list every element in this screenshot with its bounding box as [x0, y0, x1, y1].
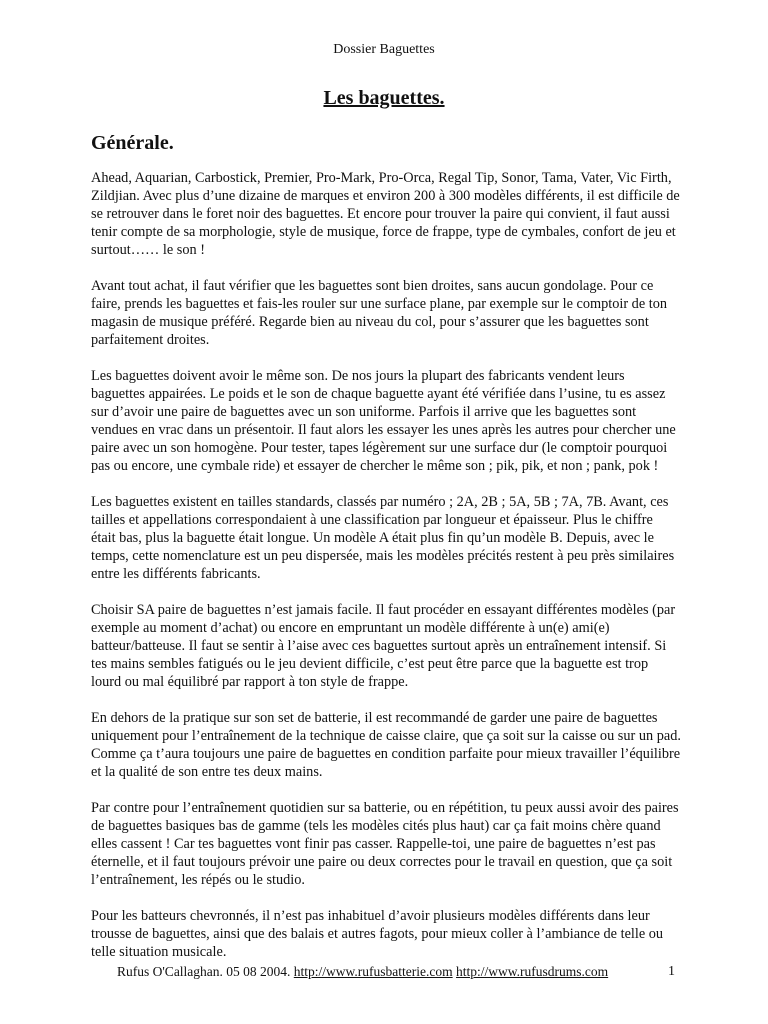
- footer-link-rufusbatterie[interactable]: http://www.rufusbatterie.com: [293, 964, 453, 979]
- paragraph: Les baguettes existent en tailles standards, classés par numéro ; 2A, 2B ; 5A, 5B ; 7A, 7B. Avant, ces tailles et appellations correspondaient à une classification par longueur et épaisseur. Plus le chiffre était bas, plus la baguette était longue. Un modèle A était plus fin qu’un modèle B. Depuis, avec le temps, cette nomenclature est un peu dispersée, mais les modèles précités restent à peu près similaires entre les différents fabricants.: [91, 494, 675, 582]
- document-title: Les baguettes.: [323, 87, 445, 109]
- section-heading: Générale.: [91, 132, 174, 154]
- running-header: Dossier Baguettes: [333, 42, 435, 57]
- footer-link-rufusdrums[interactable]: http://www.rufusdrums.com: [456, 964, 609, 979]
- footer-credit: Rufus O'Callaghan. 05 08 2004.: [117, 964, 294, 979]
- paragraph: Par contre pour l’entraînement quotidien sur sa batterie, ou en répétition, tu peux aussi avoir des paires de baguettes basiques bas de gamme (tels les modèles cités plus haut) car ça fait moins chère quand elles cassent ! Car tes baguettes vont finir pas casser. Rappelle-toi, une paire de baguettes n’est pas éternelle, et il faut toujours prévoir une paire ou deux correctes pour le travail en question, que ça soit l’entraînement, les répés ou le studio.: [91, 800, 679, 888]
- body-text: [91, 169, 681, 979]
- paragraph: Avant tout achat, il faut vérifier que les baguettes sont bien droites, sans aucun gondolage. Pour ce faire, prends les baguettes et fais-les rouler sur une surface plane, par exemple sur le comptoir de ton magasin de musique préféré. Regarde bien au niveau du col, pour s’assurer que les baguettes sont parfaitement droites.: [91, 278, 668, 348]
- page-footer: [117, 964, 608, 980]
- page-number: 1: [668, 964, 675, 979]
- paragraph: Pour les batteurs chevronnés, il n’est pas inhabituel d’avoir plusieurs modèles différents dans leur trousse de baguettes, ainsi que des balais et autres fagots, pour mieux coller à l’ambiance de telle ou telle situation musicale.: [91, 908, 664, 960]
- paragraph: Les baguettes doivent avoir le même son. De nos jours la plupart des fabricants vendent leurs baguettes appairées. Le poids et le son de chaque baguette ayant été vérifiée dans l’usine, tu es assez sur d’avoir une paire de baguettes avec un son uniforme. Parfois il arrive que les baguettes sont vendues en vrac dans un présentoir. Il faut alors les essayer les unes après les autres pour chercher une paire avec un son homogène. Pour tester, tapes légèrement sur une surface dur (le comptoir pourquoi pas ou encore, une cymbale ride) et essayer de chercher le même son ; pik, pik, et non ; pank, pok !: [91, 368, 676, 474]
- paragraph: Choisir SA paire de baguettes n’est jamais facile. Il faut procéder en essayant différentes modèles (par exemple au moment d’achat) ou encore en empruntant un modèle différente à un(e) ami(e) batteur/batteuse. Il faut se sentir à l’aise avec ces baguettes surtout après un entraînement intensif. Si tes mains sembles fatigués ou le jeu devient difficile, c’est peut être parce que la baguette est trop lourd ou mal équilibré par rapport à ton style de frappe.: [91, 602, 676, 690]
- paragraph: Ahead, Aquarian, Carbostick, Premier, Pro-Mark, Pro-Orca, Regal Tip, Sonor, Tama, Vater, Vic Firth, Zildjian. Avec plus d’une dizaine de marques et environ 200 à 300 modèles différents, il est difficile de se retrouver dans le foret noir des baguettes. Et encore pour trouver la paire qui convient, il faut aussi tenir compte de sa morphologie, style de musique, force de frappe, type de cymbales, confort de jeu et surtout…… le son !: [91, 170, 680, 258]
- paragraph: En dehors de la pratique sur son set de batterie, il est recommandé de garder une paire de baguettes uniquement pour l’entraînement de la technique de caisse claire, que ça soit sur la caisse ou sur un pad. Comme ça t’aura toujours une paire de baguettes en condition parfaite pour mieux travailler l’équilibre et la qualité de son entre tes deux mains.: [91, 710, 681, 780]
